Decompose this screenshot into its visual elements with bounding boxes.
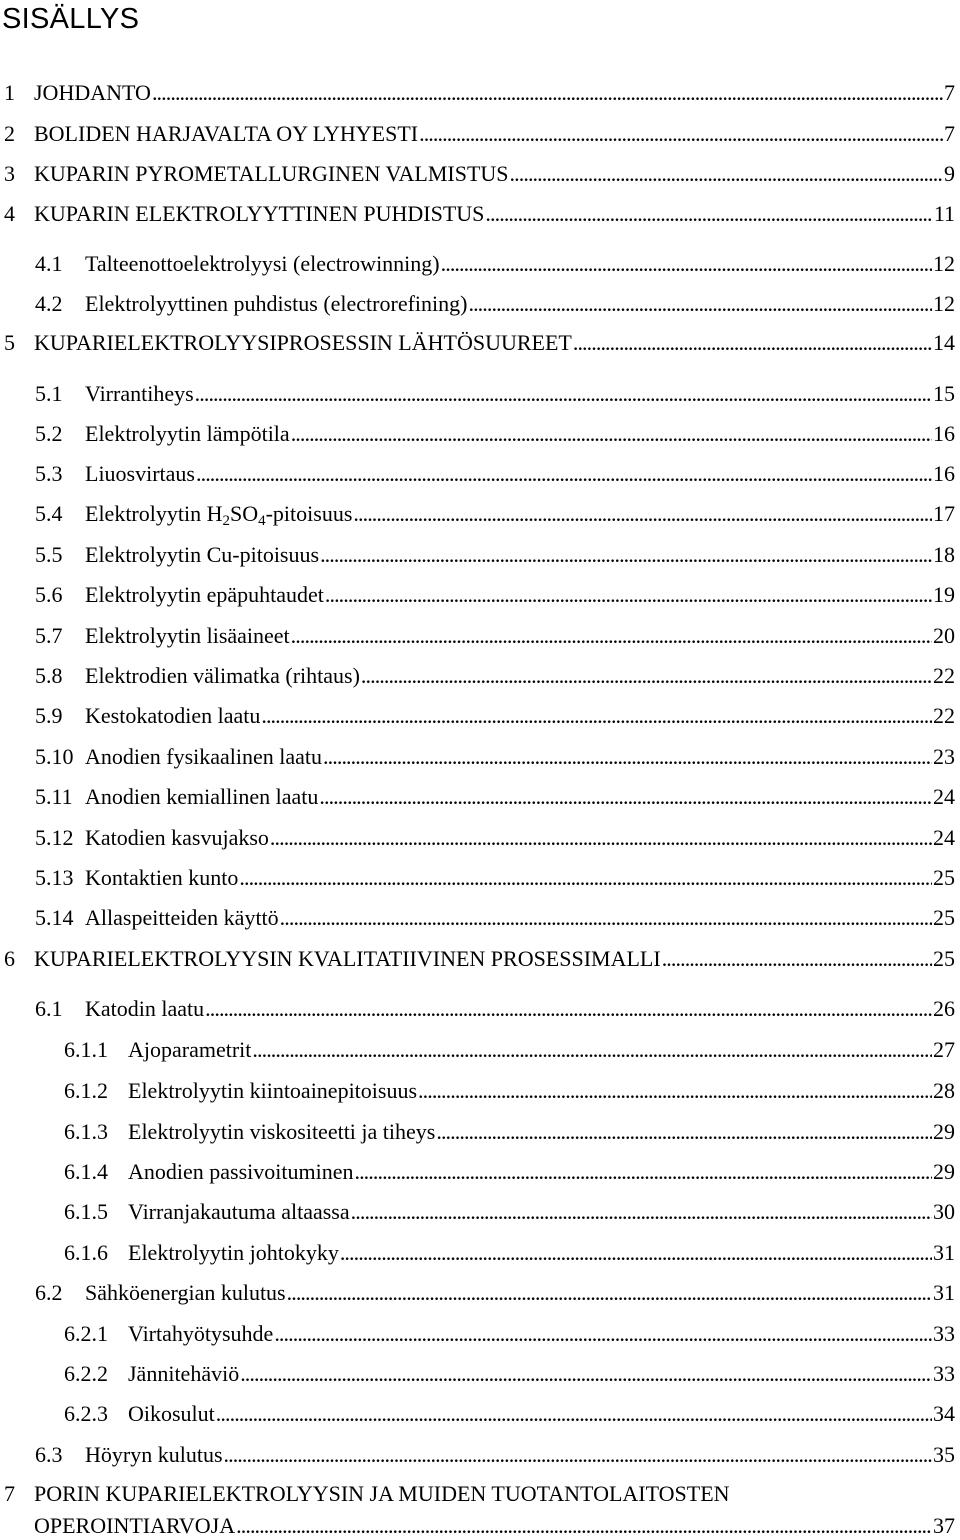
entry-title: Elektrolyytin lisäaineet: [85, 623, 290, 648]
dot-leader: [419, 120, 943, 148]
dot-leader: [270, 824, 932, 852]
entry-title: PORIN KUPARIELEKTROLYYSIN JA MUIDEN TUOTANTOLAITOSTEN: [34, 1481, 730, 1506]
toc-heading: SISÄLLYS: [2, 3, 140, 35]
entry-page: 25: [933, 946, 955, 971]
dot-leader: [319, 783, 932, 811]
entry-title: Talteenottoelektrolyysi (electrowinning): [85, 251, 440, 276]
entry-number: 5.6: [35, 582, 63, 607]
entry-number: 6.3: [35, 1442, 63, 1467]
entry-number: 6.1: [35, 996, 63, 1021]
entry-title: Katodien kasvujakso: [85, 825, 269, 850]
toc-entry[interactable]: [4, 120, 955, 148]
entry-number: 5.12: [35, 825, 74, 850]
entry-number: 5.11: [35, 784, 73, 809]
dot-leader: [441, 250, 932, 278]
entry-title: Elektrolyytin epäpuhtaudet: [85, 582, 324, 607]
entry-page: 34: [933, 1401, 955, 1426]
entry-title: BOLIDEN HARJAVALTA OY LYHYESTI: [34, 121, 419, 146]
entry-title: Katodin laatu: [85, 996, 205, 1021]
entry-page: 24: [933, 825, 955, 850]
entry-title-part: Elektrolyytin H: [85, 501, 223, 526]
dot-leader: [261, 702, 932, 730]
toc-entry[interactable]: [35, 420, 955, 448]
entry-number: 6.1.2: [64, 1078, 108, 1103]
entry-number: 5.5: [35, 542, 63, 567]
entry-title: Elektrodien välimatka (rihtaus): [85, 663, 360, 688]
entry-page: 23: [933, 744, 955, 769]
entry-number: 5: [4, 330, 15, 355]
dot-leader: [354, 1158, 932, 1186]
entry-page: 18: [933, 542, 955, 567]
dot-leader: [340, 1239, 932, 1267]
dot-leader: [468, 290, 932, 318]
entry-page: 16: [933, 461, 955, 486]
entry-page: 26: [933, 996, 955, 1021]
entry-page: 12: [933, 251, 955, 276]
entry-number: 5.13: [35, 865, 74, 890]
entry-page: 30: [933, 1199, 955, 1224]
entry-title: Oikosulut: [128, 1401, 215, 1426]
dot-leader: [361, 662, 932, 690]
entry-title: KUPARIELEKTROLYYSIPROSESSIN LÄHTÖSUUREET: [34, 330, 572, 355]
entry-page: 29: [933, 1119, 955, 1144]
entry-number: 7: [4, 1481, 15, 1506]
entry-page: 11: [933, 201, 955, 226]
dot-leader: [252, 1036, 932, 1064]
entry-title: Elektrolyytin viskositeetti ja tiheys: [128, 1119, 436, 1144]
dot-leader: [291, 420, 932, 448]
entry-number: 6.1.5: [64, 1199, 108, 1224]
toc-entry[interactable]: [64, 1239, 955, 1267]
entry-page: 7: [944, 121, 955, 146]
toc-entry[interactable]: [35, 824, 955, 852]
toc-entry[interactable]: [64, 1400, 955, 1428]
dot-leader: [325, 581, 932, 609]
entry-title: Elektrolyytin kiintoainepitoisuus: [128, 1078, 418, 1103]
toc-entry[interactable]: [4, 200, 955, 228]
toc-entry[interactable]: [4, 329, 955, 357]
entry-page: 29: [933, 1159, 955, 1184]
entry-title-part: SO: [229, 501, 259, 526]
entry-number: 6.2: [35, 1280, 63, 1305]
toc-entry[interactable]: [35, 1441, 955, 1469]
entry-title: Anodien fysikaalinen laatu: [85, 744, 323, 769]
entry-title: Liuosvirtaus: [85, 461, 195, 486]
toc-entry[interactable]: [35, 250, 955, 278]
entry-number: 5.4: [35, 501, 63, 526]
entry-title: Jännitehäviö: [128, 1361, 240, 1386]
entry-title: JOHDANTO: [34, 80, 151, 105]
entry-title: Ajoparametrit: [128, 1037, 252, 1062]
toc-entry[interactable]: [64, 1158, 955, 1186]
dot-leader: [510, 160, 943, 188]
toc-entry[interactable]: [4, 79, 955, 107]
entry-title-part: -pitoisuus: [265, 501, 353, 526]
entry-number: 5.7: [35, 623, 63, 648]
dot-leader: [196, 460, 932, 488]
toc-entry[interactable]: [64, 1198, 955, 1226]
dot-leader: [152, 79, 943, 107]
toc-entry[interactable]: [35, 380, 955, 408]
entry-page: 25: [933, 865, 955, 890]
toc-entry[interactable]: [4, 160, 955, 188]
dot-leader: [280, 904, 932, 932]
entry-title: Sähköenergian kulutus: [85, 1280, 286, 1305]
entry-title: Höyryn kulutus: [85, 1442, 223, 1467]
entry-page: 22: [933, 663, 955, 688]
entry-number: 6.1.6: [64, 1240, 108, 1265]
entry-number: 4.1: [35, 251, 63, 276]
toc-entry[interactable]: [35, 662, 955, 690]
entry-number: 5.1: [35, 381, 63, 406]
entry-title: KUPARIELEKTROLYYSIN KVALITATIIVINEN PROSESSIMALLI: [34, 946, 661, 971]
toc-entry[interactable]: [64, 1320, 955, 1348]
entry-number: 4: [4, 201, 15, 226]
toc-entry-continuation[interactable]: [34, 1512, 955, 1540]
entry-number: 4.2: [35, 291, 63, 316]
entry-page: 33: [933, 1321, 955, 1346]
dot-leader: [353, 500, 932, 528]
dot-leader: [573, 329, 932, 357]
entry-title: KUPARIN ELEKTROLYYTTINEN PUHDISTUS: [34, 201, 485, 226]
entry-title: Virrantiheys: [85, 381, 194, 406]
toc-entry[interactable]: [35, 460, 955, 488]
entry-page: 24: [933, 784, 955, 809]
toc-entry[interactable]: [64, 1118, 955, 1146]
entry-title: Virtahyötysuhde: [128, 1321, 274, 1346]
toc-entry[interactable]: [35, 904, 955, 932]
toc-entry[interactable]: [35, 783, 955, 811]
entry-title: Elektrolyytin johtokyky: [128, 1240, 339, 1265]
toc-entry[interactable]: [4, 945, 955, 973]
entry-page: 33: [933, 1361, 955, 1386]
entry-number: 6.1.3: [64, 1119, 108, 1144]
entry-title: Anodien passivoituminen: [128, 1159, 354, 1184]
toc-entry[interactable]: [35, 622, 955, 650]
entry-title: Elektrolyytin lämpötila: [85, 421, 290, 446]
toc-entry[interactable]: [64, 1036, 955, 1064]
entry-number: 6.1.1: [64, 1037, 108, 1062]
toc-entry[interactable]: [64, 1360, 955, 1388]
toc-entry[interactable]: [35, 702, 955, 730]
dot-leader: [323, 743, 932, 771]
entry-title: [85, 500, 352, 531]
dot-leader: [236, 1512, 932, 1540]
toc-entry[interactable]: [35, 1279, 955, 1307]
entry-number: 5.9: [35, 703, 63, 728]
entry-page: 25: [933, 905, 955, 930]
entry-number: 6: [4, 946, 15, 971]
dot-leader: [351, 1198, 932, 1226]
entry-number: 3: [4, 161, 15, 186]
toc-entry[interactable]: [35, 995, 955, 1023]
dot-leader: [224, 1441, 933, 1469]
entry-number: 6.2.1: [64, 1321, 108, 1346]
entry-page: 35: [933, 1442, 955, 1467]
entry-number: 5.2: [35, 421, 63, 446]
entry-number: 6.1.4: [64, 1159, 108, 1184]
entry-title: Elektrolyytin Cu-pitoisuus: [85, 542, 320, 567]
dot-leader: [436, 1118, 932, 1146]
entry-title: Kontaktien kunto: [85, 865, 239, 890]
entry-page: 7: [944, 80, 955, 105]
entry-number: 5.14: [35, 905, 74, 930]
entry-page: 31: [933, 1240, 955, 1265]
entry-number: 1: [4, 80, 15, 105]
dot-leader: [287, 1279, 932, 1307]
dot-leader: [485, 200, 932, 228]
dot-leader: [320, 541, 932, 569]
dot-leader: [291, 622, 932, 650]
entry-title: Allaspeitteiden käyttö: [85, 905, 279, 930]
entry-page: 22: [933, 703, 955, 728]
entry-page: 9: [944, 161, 955, 186]
entry-title: Virranjakautuma altaassa: [128, 1199, 350, 1224]
toc-entry[interactable]: [35, 290, 955, 318]
dot-leader: [662, 945, 932, 973]
dot-leader: [239, 864, 932, 892]
entry-page: 27: [933, 1037, 955, 1062]
entry-page: 20: [933, 623, 955, 648]
entry-page: 14: [933, 330, 955, 355]
toc-entry[interactable]: [35, 541, 955, 569]
entry-title-continuation: OPEROINTIARVOJA: [34, 1513, 236, 1538]
toc-entry[interactable]: [35, 581, 955, 609]
subscript: 4: [258, 513, 266, 529]
toc-entry[interactable]: [4, 1480, 955, 1508]
entry-title: Anodien kemiallinen laatu: [85, 784, 319, 809]
entry-number: 6.2.2: [64, 1361, 108, 1386]
entry-page: 15: [933, 381, 955, 406]
toc-entry[interactable]: [64, 1077, 955, 1105]
entry-number: 5.10: [35, 744, 74, 769]
entry-page: 28: [933, 1078, 955, 1103]
dot-leader: [205, 995, 932, 1023]
dot-leader: [240, 1360, 932, 1388]
entry-page: 31: [933, 1280, 955, 1305]
entry-number: 6.2.3: [64, 1401, 108, 1426]
toc-entry[interactable]: [35, 500, 955, 528]
dot-leader: [216, 1400, 932, 1428]
entry-page: 16: [933, 421, 955, 446]
entry-page: 37: [933, 1513, 955, 1538]
subscript: 2: [222, 513, 230, 529]
entry-page: 19: [933, 582, 955, 607]
entry-page: 12: [933, 291, 955, 316]
toc-entry[interactable]: [35, 864, 955, 892]
dot-leader: [274, 1320, 932, 1348]
entry-title: Elektrolyyttinen puhdistus (electrorefining): [85, 291, 468, 316]
dot-leader: [418, 1077, 932, 1105]
dot-leader: [195, 380, 932, 408]
entry-number: 2: [4, 121, 15, 146]
entry-title: KUPARIN PYROMETALLURGINEN VALMISTUS: [34, 161, 509, 186]
entry-page: 17: [933, 501, 955, 526]
entry-number: 5.3: [35, 461, 63, 486]
toc-entry[interactable]: [35, 743, 955, 771]
entry-number: 5.8: [35, 663, 63, 688]
entry-title: Kestokatodien laatu: [85, 703, 261, 728]
